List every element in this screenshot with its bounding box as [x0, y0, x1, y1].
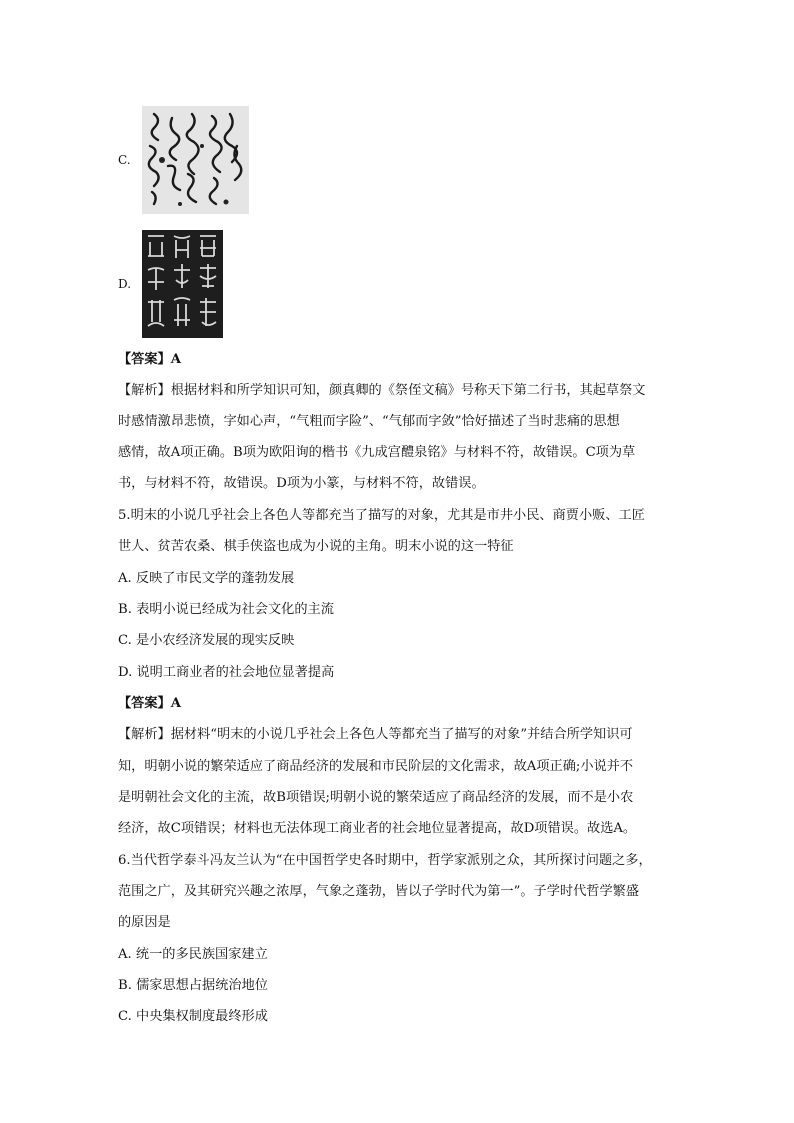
seal-script-image [142, 230, 223, 338]
q4-explanation-line: 【解析】根据材料和所学知识可知，颜真卿的《祭侄文稿》号称天下第二行书，其起草祭文 [118, 383, 646, 398]
q5-explanation-line: 【解析】据材料“明末的小说几乎社会上各色人等都充当了描写的对象”并结合所学知识可 [118, 727, 633, 742]
q6-option-a: A. 统一的多民族国家建立 [118, 947, 268, 962]
q5-explanation-line: 经济，故C项错误；材料也无法体现工商业者的社会地位显著提高，故D项错误。故选A。 [118, 821, 637, 836]
q5-option-a: A. 反映了市民文学的蓬勃发展 [118, 571, 295, 586]
q5-explanation-line: 是明朝社会文化的主流，故B项错误;明朝小说的繁荣适应了商品经济的发展，而不是小农 [118, 790, 634, 805]
cursive-calligraphy-image [142, 106, 249, 214]
q6-stem-line: 的原因是 [118, 915, 171, 930]
q6-stem-line: 范围之广，及其研究兴趣之浓厚，气象之蓬勃，皆以子学时代为第一”。子学时代哲学繁盛 [118, 884, 640, 899]
q6-stem-line: 6.当代哲学泰斗冯友兰认为“在中国哲学史各时期中，哲学家派别之众，其所探讨问题之多， [118, 853, 652, 868]
q4-explanation-line: 时感情激昂悲愤，字如心声，“气粗而字险”、“气郁而字敛”恰好描述了当时悲痛的思想 [118, 414, 620, 429]
q4-explanation-line: 书，与材料不符，故错误。D项为小篆，与材料不符，故错误。 [118, 476, 485, 491]
option-label: D. [118, 277, 132, 291]
q5-stem-line: 世人、贫苦农桑、棋手侠盗也成为小说的主角。明末小说的这一特征 [118, 539, 514, 554]
q4-explanation-line: 感情，故A项正确。B项为欧阳询的楷书《九成宫醴泉铭》与材料不符，故错误。C项为草 [118, 445, 636, 460]
q4-answer: 【答案】A [118, 352, 181, 367]
option-c-row [118, 106, 249, 214]
q6-option-b: B. 儒家思想占据统治地位 [118, 978, 268, 993]
q5-explanation-line: 知，明朝小说的繁荣适应了商品经济的发展和市民阶层的文化需求，故A项正确;小说并不 [118, 759, 634, 774]
q6-option-c: C. 中央集权制度最终形成 [118, 1009, 268, 1024]
q5-option-c: C. 是小农经济发展的现实反映 [118, 633, 295, 648]
calligraphy-strokes [142, 106, 249, 214]
option-label: C. [118, 153, 131, 167]
q5-option-b: B. 表明小说已经成为社会文化的主流 [118, 602, 334, 617]
q5-option-d: D. 说明工商业者的社会地位显著提高 [118, 665, 335, 680]
q5-answer: 【答案】A [118, 696, 181, 711]
option-d-row [118, 230, 223, 338]
q5-stem-line: 5.明末的小说几乎社会上各色人等都充当了描写的对象，尤其是市井小民、商贾小贩、工匠 [118, 508, 645, 523]
seal-script-strokes [142, 230, 223, 338]
